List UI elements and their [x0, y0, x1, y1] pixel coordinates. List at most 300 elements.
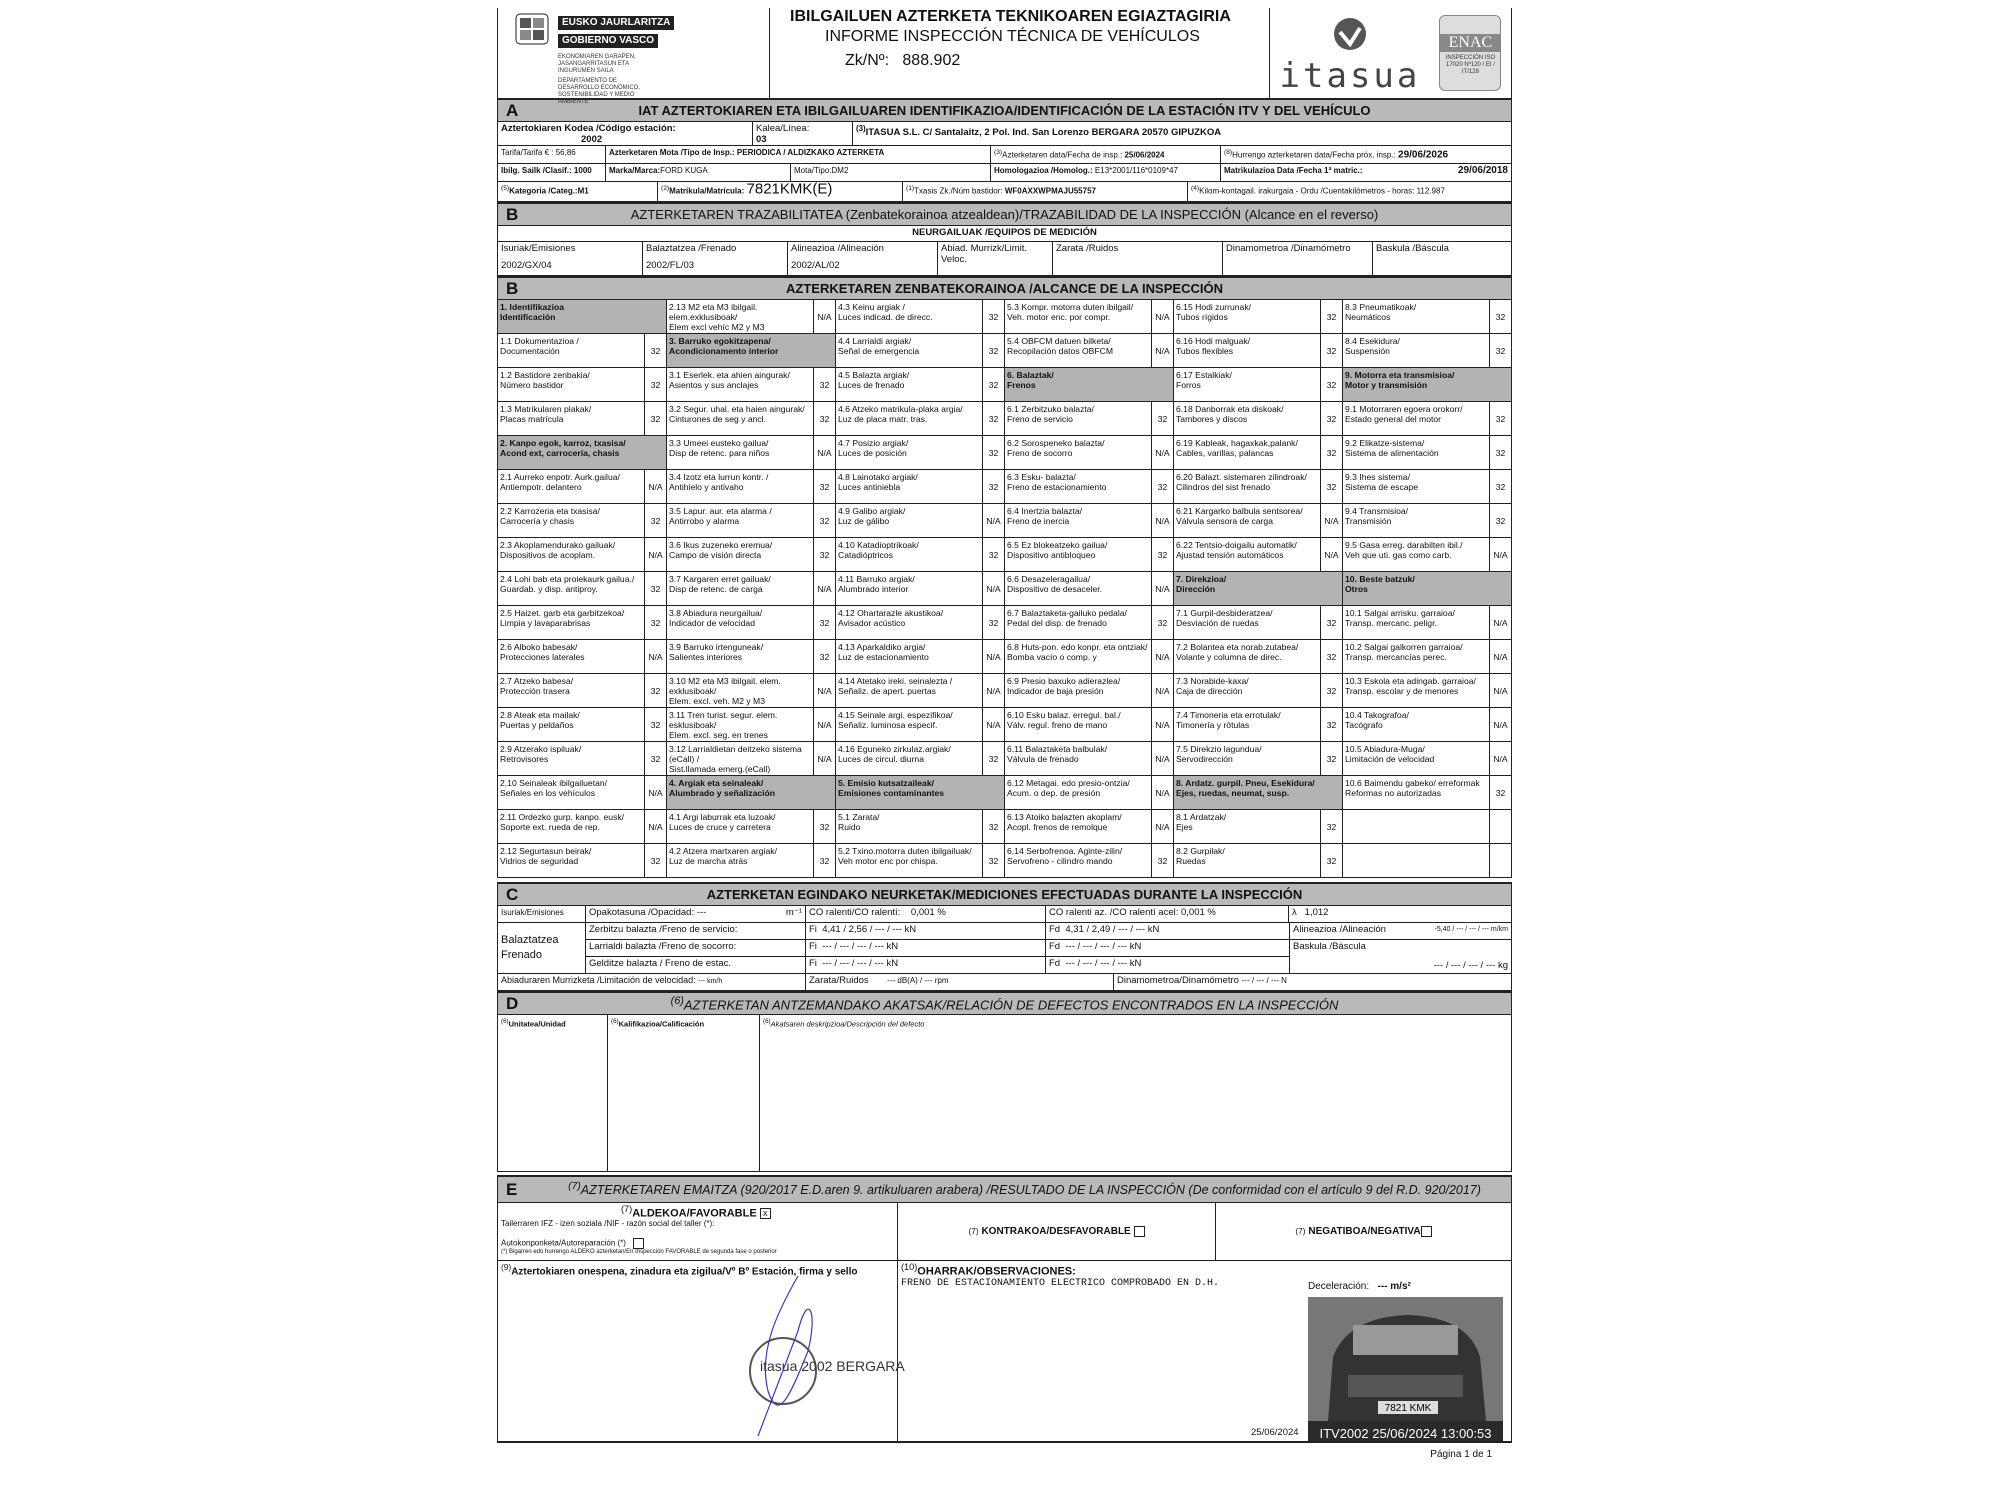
item-result: 32 [644, 606, 666, 639]
item-label-eu: 9.3 Ihes sistema/ [1345, 472, 1410, 482]
item-label-es: Avisador acústico [838, 618, 906, 628]
brake-fd: 4,31 / 2,49 / --- / --- kN [1065, 924, 1160, 935]
item-label-es: Veh. motor enc. por compr. [1007, 312, 1111, 322]
item-result: 32 [1489, 300, 1511, 333]
signature-observations-row [497, 1261, 1512, 1443]
scope-item [667, 402, 835, 436]
scope-column [1343, 300, 1511, 878]
item-label-es: Acondicionamento interior [669, 346, 779, 356]
scope-item [667, 368, 835, 402]
item-result: 32 [982, 436, 1004, 469]
gov-logo-block [498, 8, 770, 105]
plate-number: 7821KMK(E) [746, 180, 833, 198]
scope-item [1174, 810, 1342, 844]
station-code: 2002 [581, 134, 603, 145]
item-label-es: Número bastidor [500, 380, 564, 390]
item-result: 32 [1151, 402, 1173, 435]
item-label-eu: 4. Argiak eta seinaleak/ [669, 778, 764, 788]
item-label-eu: 5. Emisio kutsatzaileak/ [838, 778, 935, 788]
item-label-es: Indicador de baja presión [1007, 686, 1104, 696]
item-label-eu: 4.14 Atetako ireki. seinalezta / [838, 676, 953, 686]
item-label-eu: 6.16 Hodi malguak/ [1176, 336, 1251, 346]
scope-item [1343, 674, 1511, 708]
item-result: 32 [813, 402, 835, 435]
item-label-eu: 9.1 Motorraren egoera orokorr/ [1345, 404, 1463, 414]
equipment-cell [643, 242, 788, 276]
item-label-es: Reformas no autorizadas [1345, 788, 1442, 798]
item-result: N/A [1489, 674, 1511, 707]
inspection-report [497, 8, 1512, 1460]
item-label-es: Luces de frenado [838, 380, 905, 390]
item-label-es: Dispositivo de desaceler. [1007, 584, 1103, 594]
scope-column [836, 300, 1005, 878]
item-label-es: Tambores y discos [1176, 414, 1248, 424]
item-label-es: Vidrios de seguridad [500, 856, 579, 866]
item-label-es: Neumáticos [1345, 312, 1391, 322]
item-label-eu: 4.10 Katadioptrikoak/ [838, 540, 919, 550]
brake-fi: --- / --- / --- / --- kN [822, 958, 899, 969]
item-label-es: Cinturones de seg y ancl. [669, 414, 766, 424]
scope-item [667, 470, 835, 504]
item-result: 32 [1151, 538, 1173, 571]
item-label-eu: 4.5 Balazta argiak/ [838, 370, 910, 380]
scope-item [1174, 674, 1342, 708]
item-result: 32 [1320, 402, 1342, 435]
scope-item [1343, 538, 1511, 572]
item-label-es: Freno de inercia [1007, 516, 1070, 526]
scope-item [498, 538, 666, 572]
scope-item [1343, 844, 1511, 878]
scope-item [498, 810, 666, 844]
scope-item [836, 538, 1004, 572]
emissions-row: Isuriak/Emisiones Opakotasuna /Opacidad: --- m⁻¹ CO ralenti/CO ralentí: 0,001 % CO ralenti az. /CO ralentí acel: 0,001 % λ 1,012 [497, 906, 1512, 923]
scope-item [1005, 776, 1173, 810]
item-result: N/A [1151, 810, 1173, 843]
scope-group-header [1343, 368, 1511, 402]
scope-item [1343, 810, 1511, 844]
scope-item [1174, 470, 1342, 504]
section-a-bar: A IAT AZTERTOKIAREN ETA IBILGAILUAREN IDENTIFIKAZIOA/IDENTIFICACIÓN DE LA ESTACIÓN ITV Y DEL VEHÍCULO [497, 98, 1512, 122]
item-label-eu: 1. Identifikazioa [500, 302, 564, 312]
item-label-eu: 6.19 Kableak, hagaxkak,palank/ [1176, 438, 1298, 448]
brake-fi: 4,41 / 2,56 / --- / --- kN [822, 924, 917, 935]
scope-item [836, 640, 1004, 674]
equipment-label: Dinamometroa /Dinamómetro [1226, 243, 1351, 254]
item-label-eu: 6.5 Ez blokeatzeko gailua/ [1007, 540, 1108, 550]
item-label-eu: 6.11 Balaztaketa balbulak/ [1007, 744, 1108, 754]
item-label-eu: 3.2 Segur. uhal. eta haien aingurak/ [669, 404, 805, 414]
scope-item [836, 708, 1004, 742]
section-a-title: IAT AZTERTOKIAREN ETA IBILGAILUAREN IDENTIFIKAZIOA/IDENTIFICACIÓN DE LA ESTACIÓN ITV Y DEL VEHÍCULO [638, 103, 1371, 118]
item-result: 32 [813, 640, 835, 673]
item-result: 32 [644, 708, 666, 741]
enac-logo: ENAC INSPECCIÓN ISO 17020 Nº120 / EI / IT/128 [1439, 15, 1501, 91]
item-result: 32 [1489, 334, 1511, 367]
scope-group-header [667, 776, 835, 810]
item-label-es: Alumbrado y señalización [669, 788, 776, 798]
title-eu: IBILGAILUEN AZTERKETA TEKNIKOAREN EGIAZTAGIRIA [790, 8, 1231, 25]
item-result: 32 [982, 368, 1004, 401]
scope-item [1174, 436, 1342, 470]
brake-row: Gelditze balazta / Freno de estac. Fi --- / --- / --- / --- kN Fd --- / --- / --- / --- kN [586, 957, 1289, 974]
item-label-es: Antiempotr. delantero [500, 482, 582, 492]
scope-item [836, 436, 1004, 470]
item-label-eu: 6.9 Presio baxuko adierazlea/ [1007, 676, 1121, 686]
item-result: N/A [982, 504, 1004, 537]
item-label-eu: 2.11 Ordezko gurp. kanpo. eusk/ [500, 812, 625, 822]
scope-item [1005, 844, 1173, 878]
item-label-eu: 8. Ardatz. gurpil. Pneu, Esekidura/ [1176, 778, 1315, 788]
item-result: N/A [1151, 300, 1173, 333]
observations-cell: $^{(10)}$OHARRAK/OBSERVACIONES: FRENO DE ESTACIONAMIENTO ELECTRICO COMPROBADO EN D.H. Deceleración: --- m/s² 7821 KMK ITV2002 25/06/2024 13:00:53 25/06/2024 [898, 1261, 1511, 1441]
item-result: N/A [982, 640, 1004, 673]
scope-item [1343, 470, 1511, 504]
equipment-label: Isuriak/Emisiones [501, 243, 576, 254]
scope-column [1174, 300, 1343, 878]
scope-group-header [1174, 776, 1342, 810]
item-result: 32 [1320, 300, 1342, 333]
scope-item [836, 606, 1004, 640]
item-result: 32 [982, 402, 1004, 435]
scope-item [1005, 504, 1173, 538]
item-label-eu: 7.3 Norabide-kaxa/ [1176, 676, 1249, 686]
item-label-es: Transp. mercancías perec. [1345, 652, 1447, 662]
item-result: N/A [1151, 504, 1173, 537]
item-label-eu: 6.13 Atoiko balazten akoplam/ [1007, 812, 1122, 822]
item-label-es: Freno de servicio [1007, 414, 1073, 424]
misc-measure-row: Abiaduraren Murrizketa /Limitación de velocidad: --- km/h Zarata/Ruidos --- dB(A) / --- rpm Dinamometroa/Dinamómetro --- / --- / --- N [497, 974, 1512, 991]
item-label-es: Servodirección [1176, 754, 1233, 764]
item-label-eu: 6.2 Sorospeneko balazta/ [1007, 438, 1105, 448]
first-registration: 29/06/2018 [1457, 165, 1508, 176]
item-label-es: Timonería y rótulas [1176, 720, 1250, 730]
item-label-eu: 7.1 Gurpil-desbideratzea/ [1176, 608, 1273, 618]
scope-item [1343, 708, 1511, 742]
item-label-es: Señales en los vehículos [500, 788, 596, 798]
scope-item [836, 742, 1004, 776]
negative-checkbox[interactable] [1421, 1226, 1432, 1237]
scope-item [1343, 436, 1511, 470]
inspection-scope-grid [497, 300, 1512, 878]
scope-item [667, 810, 835, 844]
section-c-title: AZTERKETAN EGINDAKO NEURKETAK/MEDICIONES EFECTUADAS DURANTE LA INSPECCIÓN [706, 887, 1303, 902]
scope-item [1005, 538, 1173, 572]
unfavorable-checkbox[interactable] [1134, 1226, 1145, 1237]
item-label-es: Sistema de escape [1345, 482, 1419, 492]
scope-item [1005, 334, 1173, 368]
item-label-es: Soporte ext. rueda de rep. [500, 822, 600, 832]
scope-item [667, 606, 835, 640]
equipment-label: Balaztatzea /Frenado [646, 243, 737, 254]
scope-item [836, 674, 1004, 708]
scope-item [1343, 640, 1511, 674]
item-result: N/A [982, 674, 1004, 707]
item-result: N/A [1320, 538, 1342, 571]
scope-item [498, 742, 666, 776]
inspection-row: Tarifa/Tarifa € : 56,86 Azterketaren Mota /Tipo de Insp.: PERIODICA / ALDIZKAKO AZTERKETA $^{(3)}$Azterketaren data/Fecha de insp.: 25/06/2024 $^{(8)}$Hurrengo azterketaren data/Fecha próx. insp.: 29/06/2026 [497, 146, 1512, 164]
defects-table: $^{(6)}$Unitatea/Unidad $^{(6)}$Kalifikazioa/Calificación $^{(6)}$Akatsaren deskripzioa/Descripción del defecto [497, 1015, 1512, 1172]
item-label-es: Elem. excl. veh. M2 y M3 [669, 696, 765, 706]
item-label-eu: 6.7 Balaztaketa-gailuko pedala/ [1007, 608, 1127, 618]
scope-item [498, 572, 666, 606]
item-result: N/A [644, 810, 666, 843]
item-label-eu: 8.4 Esekidura/ [1345, 336, 1400, 346]
item-result: N/A [1151, 436, 1173, 469]
item-result: 32 [1320, 708, 1342, 741]
item-label-es: Servofreno - cilindro mando [1007, 856, 1113, 866]
item-label-eu: 6.8 Huts-pon. edo konpr. eta ontziak/ [1007, 642, 1148, 652]
scope-group-header [1005, 368, 1173, 402]
item-label-eu: 4.13 Aparkaldiko argia/ [838, 642, 926, 652]
braking-block: Balaztatzea Frenado Zerbitzu balazta /Freno de servicio: Fi 4,41 / 2,56 / --- / --- kN Fd 4,31 / 2,49 / --- / --- kN Larrialdi balazta /Freno de socorro: Fi --- / --- / --- / --- kN Fd --- / --- / --- / --- kN Gelditze balazta / Freno de estac. Fi --- / --- / --- / --- kN Fd --- / --- / --- / --- kN Alineazioa /Alineación -5,40 / --- / --- / --- m/km Baskula /Báscula --- / --- / --- / --- kg [497, 923, 1512, 974]
number-label: Zk/Nº: [845, 52, 890, 69]
equipment-cell [788, 242, 938, 276]
equipment-cell [1373, 242, 1511, 276]
item-result: N/A [1151, 708, 1173, 741]
item-result: 32 [982, 300, 1004, 333]
item-label-es: Indicador de velocidad [669, 618, 755, 628]
photo-caption: ITV2002 25/06/2024 13:00:53 [1319, 1426, 1492, 1441]
item-label-eu: 1.1 Dokumentazioa / [500, 336, 579, 346]
scope-item [836, 504, 1004, 538]
item-label-es: Luces de circul. diurna [838, 754, 924, 764]
item-label-es: Señal de emergencia [838, 346, 920, 356]
item-result: 32 [813, 810, 835, 843]
scope-item [1174, 640, 1342, 674]
item-result: 32 [1489, 776, 1511, 809]
item-result [1489, 810, 1511, 843]
item-label-eu: 3.6 Ikus zuzeneko eremua/ [669, 540, 773, 550]
item-label-eu: 6.17 Estalkiak/ [1176, 370, 1232, 380]
item-label-eu: 4.16 Eguneko zirkulaz.argiak/ [838, 744, 951, 754]
equipment-label: Zarata /Ruidos [1056, 243, 1119, 254]
scope-item [667, 844, 835, 878]
item-label-eu: 3.9 Barruko irtenguneak/ [669, 642, 764, 652]
scope-item [836, 572, 1004, 606]
item-label-eu: 4.8 Lainotako argiak/ [838, 472, 918, 482]
item-result: N/A [1151, 334, 1173, 367]
item-label-eu: 3.5 Lapur. aur. eta alarma / [669, 506, 772, 516]
scale-value: --- / --- / --- / --- kg [1433, 960, 1508, 971]
item-result: 32 [644, 334, 666, 367]
scope-item [498, 844, 666, 878]
item-label-eu: 6.18 Danborrak eta diskoak/ [1176, 404, 1284, 414]
scope-item [498, 368, 666, 402]
title-es: INFORME INSPECCIÓN TÉCNICA DE VEHÍCULOS [825, 28, 1200, 45]
item-label-eu: 4.9 Galibo argiak/ [838, 506, 906, 516]
item-label-eu: 10.5 Abiadura-Muga/ [1345, 744, 1425, 754]
lambda-value: 1,012 [1304, 907, 1329, 918]
scope-item [836, 368, 1004, 402]
item-label-eu: 3.4 Izotz eta lurrun kontr. / [669, 472, 769, 482]
item-result: 32 [1320, 334, 1342, 367]
item-label-es: Disp de retenc. para niños [669, 448, 770, 458]
item-label-eu: 4.11 Barruko argiak/ [838, 574, 915, 584]
item-result: N/A [813, 674, 835, 707]
item-label-es: Señaliz. luminosa especif. [838, 720, 938, 730]
report-header [497, 8, 1512, 105]
item-label-es: Ejes [1176, 822, 1193, 832]
svg-text:itasua 2002 BERGARA: itasua 2002 BERGARA [760, 1358, 905, 1374]
item-label-eu: 2.12 Segurtasun beirak/ [500, 846, 592, 856]
item-result: N/A [1489, 606, 1511, 639]
item-result: 32 [1320, 470, 1342, 503]
item-label-es: Identificación [500, 312, 556, 322]
scope-column [667, 300, 836, 878]
item-label-es: Forros [1176, 380, 1201, 390]
item-label-eu: 9.2 Elikatze-sistema/ [1345, 438, 1425, 448]
equipment-value: 2002/GX/04 [501, 260, 552, 271]
brake-label: Zerbitzu balazta /Freno de servicio: [586, 923, 806, 940]
item-result: 32 [1320, 606, 1342, 639]
scope-item [1174, 300, 1342, 334]
scope-item [1343, 742, 1511, 776]
co-value: 0,001 % [910, 907, 946, 918]
item-label-eu: 10.6 Baimendu gabeko/ erreformak [1345, 778, 1480, 788]
scope-item [1343, 606, 1511, 640]
item-label-es: Luces de posición [838, 448, 907, 458]
equipment-value: 2002/AL/02 [791, 260, 840, 271]
item-result: 32 [1320, 810, 1342, 843]
favorable-checkbox[interactable]: x [760, 1208, 771, 1219]
scope-item [1343, 402, 1511, 436]
item-result: N/A [813, 572, 835, 605]
item-label-eu: 6.1 Zerbitzuko balazta/ [1007, 404, 1094, 414]
item-label-eu: 2.1 Aurreko enpotr. Aurk.gailua/ [500, 472, 620, 482]
item-label-es: Catadióptricos [838, 550, 893, 560]
scope-item [1174, 402, 1342, 436]
item-label-eu: 2.13 M2 eta M3 ibilgail. elem.exklusiboak/ [669, 302, 758, 322]
item-label-eu: 4.4 Larrialdi argiak/ [838, 336, 912, 346]
vehicle-row: Ibilg. Sailk /Clasif.: 1000 Marka/Marca:FORD KUGA Mota/Tipo:DM2 Homologazioa /Homolog.: E13*2001/116*0109*47 Matrikulazioa Data /Fecha 1ª matric.: 29/06/2018 [497, 164, 1512, 182]
section-d-bar: D $^{(6)}$AZTERKETAN ANTZEMANDAKO AKATSAK/RELACIÓN DE DEFECTOS ENCONTRADOS EN LA INSPECCIÓN [497, 991, 1512, 1015]
item-result [1489, 844, 1511, 877]
item-result: 32 [982, 606, 1004, 639]
item-label-eu: 2.7 Atzeko babesa/ [500, 676, 574, 686]
item-label-es: Dispositivo antibloqueo [1007, 550, 1096, 560]
item-result: N/A [644, 640, 666, 673]
section-b2-bar: B AZTERKETAREN ZENBATEKORAINOA /ALCANCE DE LA INSPECCIÓN [497, 276, 1512, 300]
item-result: N/A [644, 538, 666, 571]
item-label-es: Señaliz. de apert. puertas [838, 686, 936, 696]
item-result: 32 [644, 368, 666, 401]
item-label-eu: 7.4 Timoneria eta errotulak/ [1176, 710, 1281, 720]
item-label-es: Antirrobo y alarma [669, 516, 740, 526]
item-label-es: Transp. escolar y de menores [1345, 686, 1459, 696]
scope-item [1174, 504, 1342, 538]
item-label-es: Antihielo y antivaho [669, 482, 744, 492]
equipment-cell [1053, 242, 1223, 276]
item-label-es: Tubos flexibles [1176, 346, 1234, 356]
item-result: 32 [813, 504, 835, 537]
item-result: N/A [813, 742, 835, 775]
item-label-es: Recopilación datos OBFCM [1007, 346, 1114, 356]
item-label-es: Sist.llamada emerg.(eCall) [669, 764, 771, 774]
scope-item [667, 708, 835, 742]
scope-column [1005, 300, 1174, 878]
equipment-label: Alineazioa /Alineación [791, 243, 884, 254]
item-label-es: Salientes interiores [669, 652, 743, 662]
item-label-es: Elem excl vehíc M2 y M3 [669, 322, 765, 332]
item-label-es: Tacógrafo [1345, 720, 1383, 730]
item-label-eu: 4.15 Seinale argi. espezifikoa/ [838, 710, 953, 720]
item-result: N/A [1489, 708, 1511, 741]
svg-text:7821 KMK: 7821 KMK [1384, 1403, 1432, 1414]
logos-block [1270, 8, 1511, 98]
line-number: 03 [756, 134, 767, 145]
item-label-eu: 7.5 Direkzio lagundua/ [1176, 744, 1262, 754]
item-label-es: Veh que uti. gas como carb. [1345, 550, 1452, 560]
item-label-es: Transp. mercanc. peligr. [1345, 618, 1437, 628]
item-label-es: Sistema de alimentación [1345, 448, 1439, 458]
station-address: ITASUA S.L. C/ Santalaitz, 2 Pol. Ind. San Lorenzo BERGARA 20570 GIPUZKOA [865, 127, 1222, 139]
inspection-type: PERIODICA / ALDIZKAKO AZTERKETA [736, 148, 885, 157]
item-label-es: Alumbrado interior [838, 584, 909, 594]
title-block [770, 8, 1270, 98]
item-label-es: Dispositivos de acoplam. [500, 550, 596, 560]
scope-group-header [1343, 572, 1511, 606]
item-result: N/A [982, 708, 1004, 741]
item-label-es: Pedal del disp. de frenado [1007, 618, 1107, 628]
item-label-es: Acopl. frenos de remolque [1007, 822, 1108, 832]
scope-item [1005, 402, 1173, 436]
scope-item [667, 742, 835, 776]
car-image [1308, 1297, 1503, 1421]
item-label-eu: 6.6 Desazeleragailua/ [1007, 574, 1091, 584]
scope-item [1343, 504, 1511, 538]
section-b1-title: AZTERKETAREN TRAZABILITATEA (Zenbatekorainoa atzealdean)/TRAZABILIDAD DE LA INSPECCIÓN (Alcance en el reverso) [630, 207, 1379, 222]
item-label-eu: 9.4 Transmisioa/ [1345, 506, 1409, 516]
item-label-eu: 4.7 Posizio argiak/ [838, 438, 909, 448]
item-label-es: Limitación de velocidad [1345, 754, 1435, 764]
item-result: 32 [1320, 674, 1342, 707]
self-repair-checkbox[interactable] [633, 1238, 644, 1249]
scope-group-header [1174, 572, 1342, 606]
item-result: 32 [813, 606, 835, 639]
item-label-eu: 10.3 Eskola eta adingab. garraioa/ [1345, 676, 1476, 686]
item-result: N/A [1151, 776, 1173, 809]
scope-item [667, 538, 835, 572]
section-e-bar: E $^{(7)}$AZTERKETAREN EMAITZA (920/2017 E.D.aren 9. artikuluaren arabera) /RESULTADO DE LA INSPECCIÓN (De conformidad con el artículo 9 del R.D. 920/2017) [497, 1175, 1512, 1203]
plate-row: $^{(5)}$Kategoria /Categ.:M1 $^{(2)}$Matrikula/Matrícula: 7821KMK(E) $^{(1)}$Txasis Zk./Núm bastidor: WF0AXXWPMAJU55757 $^{(4)}$Kilom-kontagail. irakurgaia - Ordu /Cuentakilómetros - horas: 112.987 [497, 182, 1512, 202]
gov-name-es: GOBIERNO VASCO [558, 34, 658, 48]
item-label-es: Bomba vacío o comp. y [1007, 652, 1097, 662]
item-label-eu: 5.2 Txino.motorra duten ibilgailuak/ [838, 846, 972, 856]
item-label-es: Acum. o dep. de presión [1007, 788, 1101, 798]
scope-item [1005, 640, 1173, 674]
scope-item [498, 402, 666, 436]
item-label-eu: 3.11 Tren turist. segur. elem. esklusiboak/ [669, 710, 778, 730]
scope-item [498, 334, 666, 368]
item-result: N/A [1489, 640, 1511, 673]
equipment-cell [1223, 242, 1373, 276]
item-result: 32 [982, 470, 1004, 503]
item-result: 32 [1151, 844, 1173, 877]
item-result: N/A [1151, 674, 1173, 707]
result-row: $^{(7)}$ALDEKOA/FAVORABLE x Tailerraren IFZ - izen soziala /NIF - razón social del taller (*): Autokonponketa/Autoreparación (*) (*) Bigarren edo hurrengo ALDEKO azterketan/En Inspección FAVORABLE de segunda fase o posterior (7) KONTRAKOA/DESFAVORABLE (7) NEGATIBOA/NEGATIVA [497, 1203, 1512, 1261]
itasua-logo: itasua [1280, 14, 1421, 93]
item-label-es: Retrovisores [500, 754, 549, 764]
item-label-eu: 7. Direkzioa/ [1176, 574, 1227, 584]
item-label-es: Frenos [1007, 380, 1036, 390]
item-label-es: Protección trasera [500, 686, 570, 696]
item-label-es: Ruedas [1176, 856, 1206, 866]
item-result: 32 [982, 742, 1004, 775]
item-label-es: Elem. excl. seg. en trenes [669, 730, 768, 740]
scope-item [1343, 300, 1511, 334]
scope-item [498, 504, 666, 538]
item-result: N/A [1151, 640, 1173, 673]
